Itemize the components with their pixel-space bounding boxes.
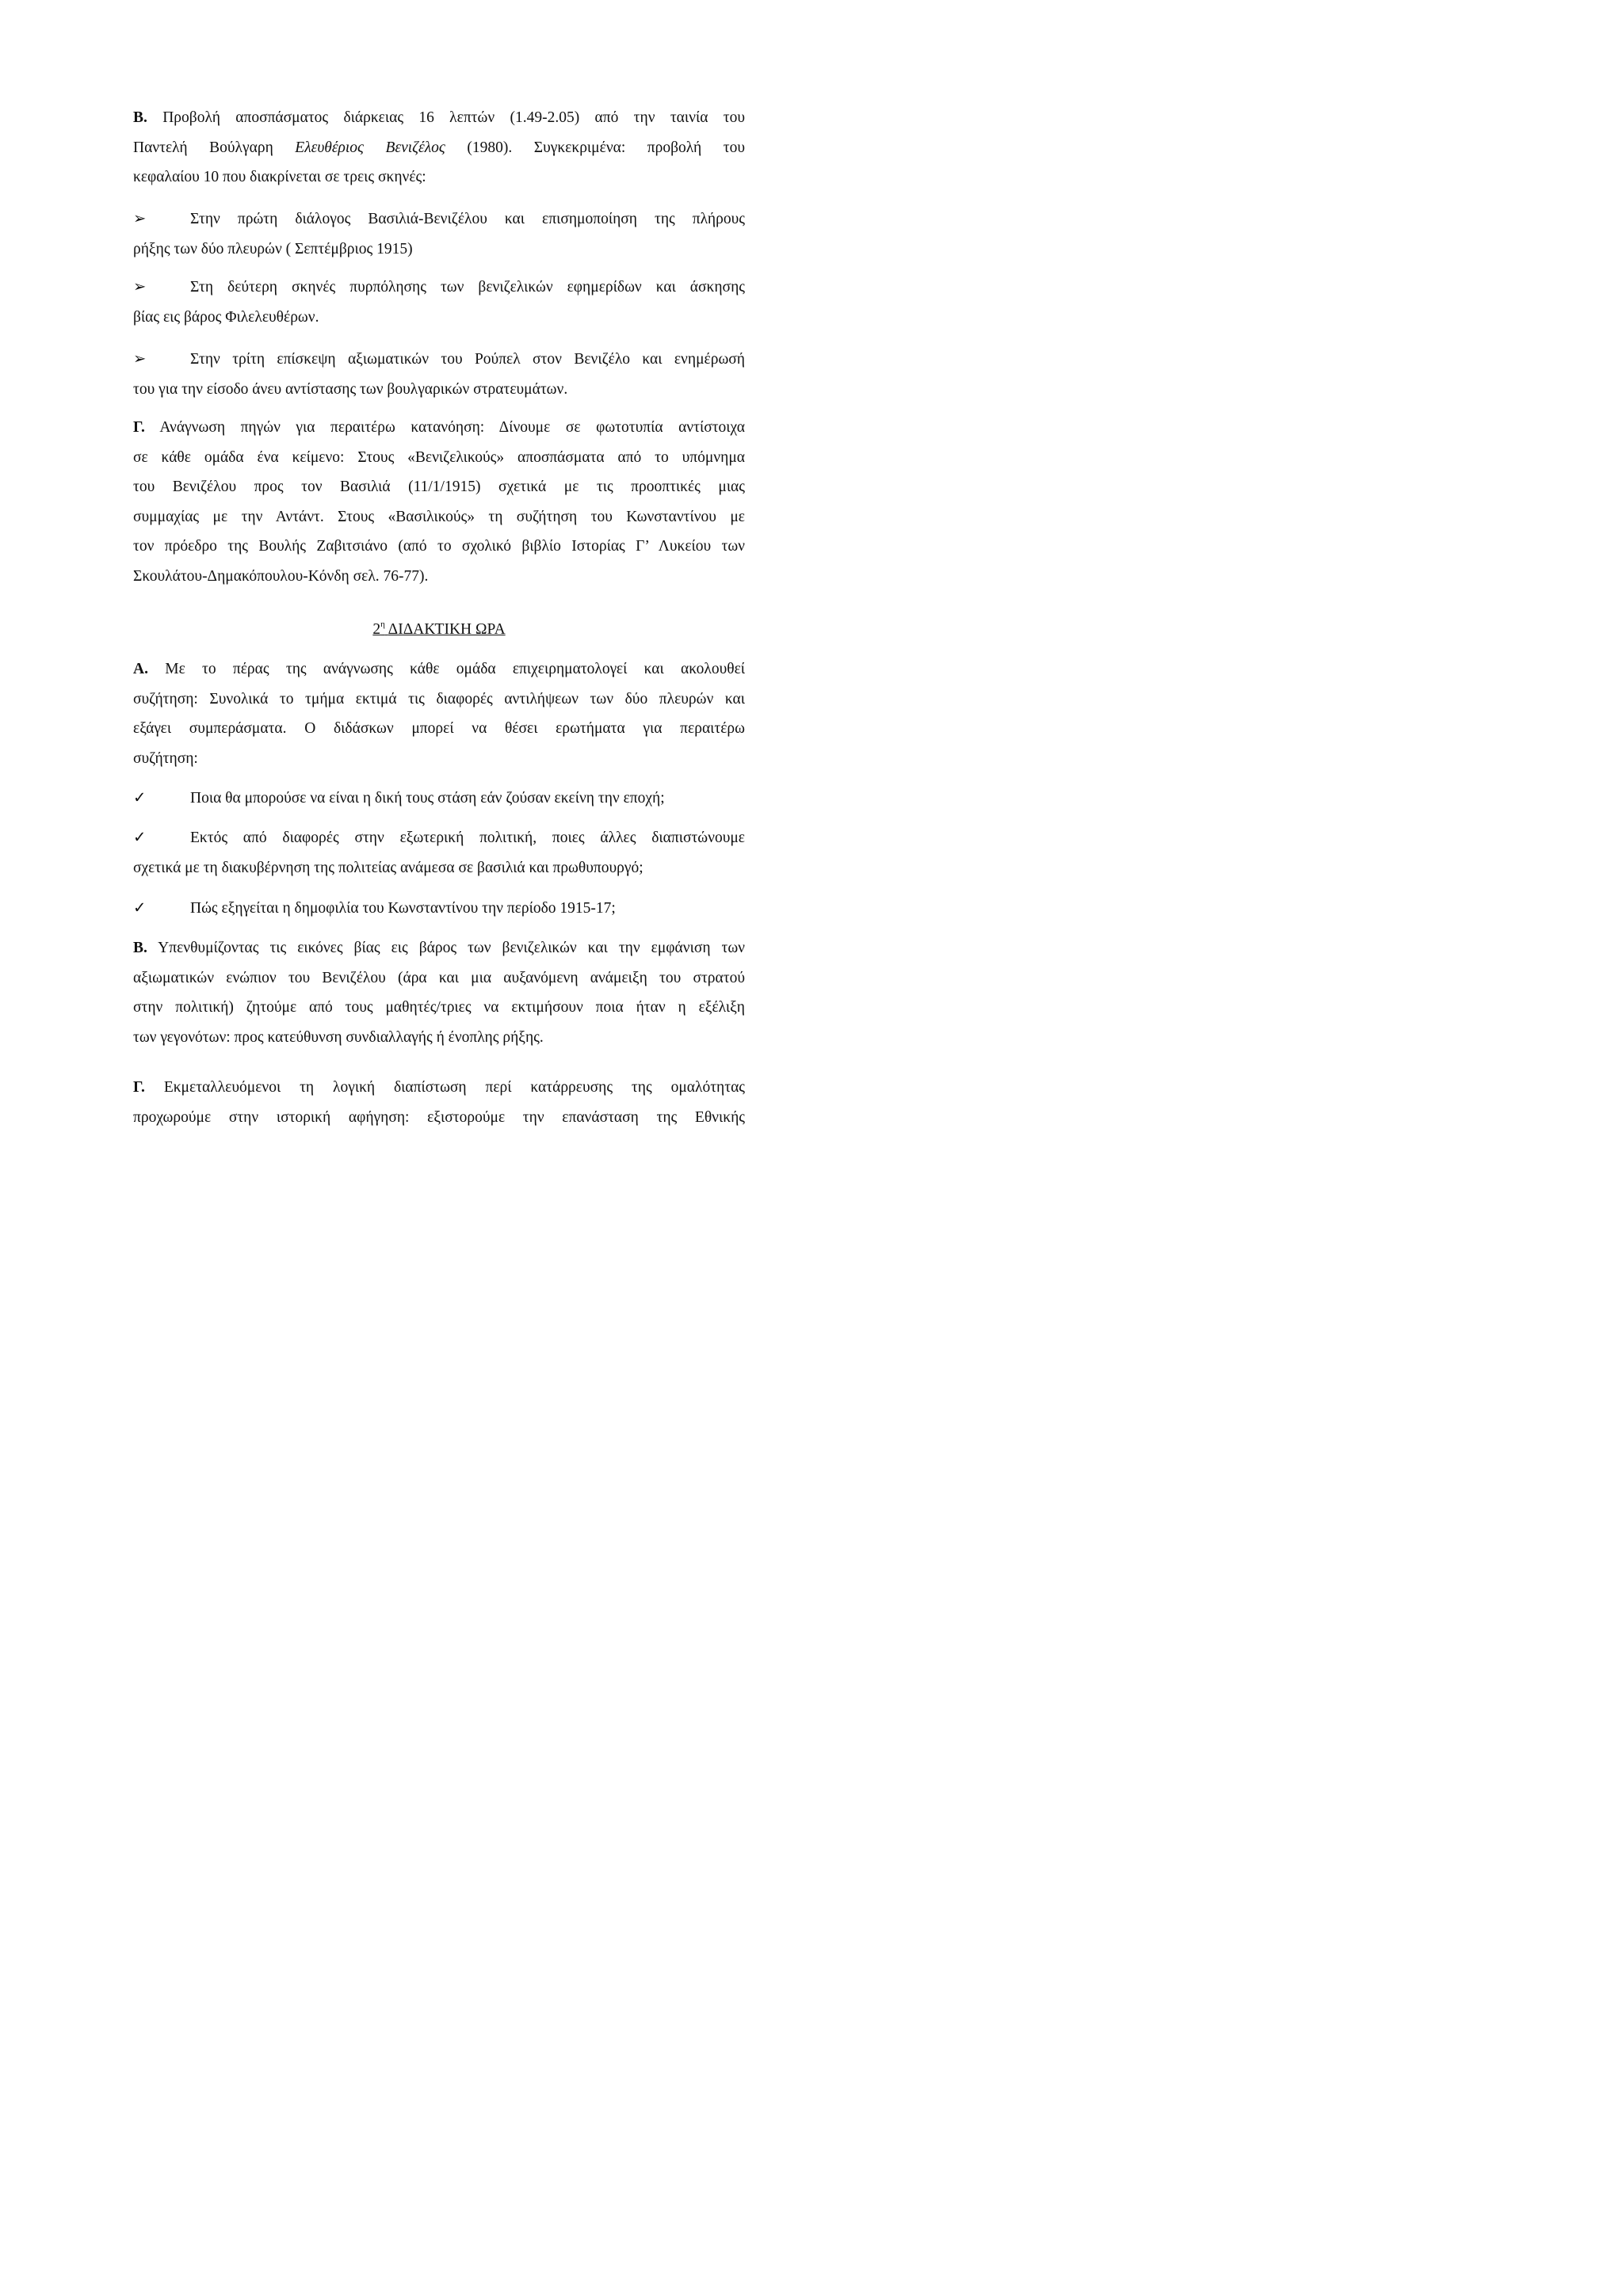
- paragraph-line: εξάγει συμπεράσματα. Ο διδάσκων μπορεί να θέσει ερωτήματα για περαιτέρω: [133, 720, 745, 737]
- bullet-text-continued: του για την είσοδο άνευ αντίστασης των βουλγαρικών στρατευμάτων.: [133, 380, 568, 398]
- paragraph-g-narrative: [133, 1073, 745, 1132]
- paragraph-line: αξιωματικών ενώπιον του Βενιζέλου (άρα και μια αυξανόμενη ανάμειξη του στρατού: [133, 969, 745, 986]
- paragraph-line: Β. Υπενθυμίζοντας τις εικόνες βίας εις βάρος των βενιζελικών και την εμφάνιση των: [133, 940, 746, 956]
- paragraph-g-sources: [133, 413, 745, 591]
- bullet-text-continued: ρήξης των δύο πλευρών ( Σεπτέμβριος 1915): [133, 240, 413, 257]
- bullet-text: Πώς εξηγείται η δημοφιλία του Κωνσταντίνου την περίοδο 1915-17;: [190, 900, 616, 917]
- paragraph-letter: Γ.: [133, 419, 145, 436]
- paragraph-line: του Βενιζέλου προς τον Βασιλιά (11/1/1915) σχετικά με τις προοπτικές μιας: [133, 479, 745, 495]
- arrow-bullet-icon: ➢: [133, 351, 147, 368]
- paragraph-line: σε κάθε ομάδα ένα κείμενο: Στους «Βενιζελικούς» αποσπάσματα από το υπόμνημα: [133, 448, 745, 466]
- paragraph-b-evaluation: [133, 933, 745, 1052]
- paragraph-letter: Β.: [133, 940, 147, 956]
- paragraph-letter: Α.: [133, 661, 148, 677]
- paragraph-line: Γ. Ανάγνωση πηγών για περαιτέρω κατανόηση: Δίνουμε σε φωτοτυπία αντίστοιχα: [133, 419, 745, 436]
- section-heading-text: $2^\eta$ ΔΙΔΑΚΤΙΚΗ ΩΡΑ: [372, 620, 506, 638]
- bullet-text: Εκτός από διαφορές στην εξωτερική πολιτική, ποιες άλλες διαπιστώνουμε: [190, 830, 745, 846]
- checkmark-icon: ✓: [133, 790, 147, 807]
- paragraph-line: στην πολιτική) ζητούμε από τους μαθητές/τριες να εκτιμήσουν ποια ήταν η εξέλιξη: [133, 999, 745, 1016]
- paragraph-line: προχωρούμε στην ιστορική αφήγηση: εξιστορούμε την επανάσταση της Εθνικής: [133, 1108, 745, 1126]
- paragraph-line: κεφαλαίου 10 που διακρίνεται σε τρεις σκηνές:: [133, 169, 426, 185]
- bullet-text: Ποια θα μπορούσε να είναι η δική τους στάση εάν ζούσαν εκείνη την εποχή;: [190, 790, 665, 807]
- arrow-bullet-icon: ➢: [133, 211, 147, 227]
- checkmark-icon: ✓: [133, 830, 147, 846]
- paragraph-line: τον πρόεδρο της Βουλής Ζαβιτσιάνο (από το σχολικό βιβλίο Ιστορίας Γ’ Λυκείου των: [133, 538, 745, 555]
- paragraph-a-discussion: [133, 654, 745, 773]
- section-heading: [133, 615, 745, 645]
- paragraph-line: Α. Με το πέρας της ανάγνωσης κάθε ομάδα επιχειρηματολογεί και ακολουθεί: [133, 661, 745, 677]
- paragraph-line: συζήτηση:: [133, 749, 198, 767]
- bullet-text: Στην πρώτη διάλογος Βασιλιά-Βενιζέλου και επισημοποίηση της πλήρους: [190, 211, 745, 227]
- checkmark-icon: ✓: [133, 900, 147, 917]
- document-page: [0, 0, 876, 1238]
- bullet-text-continued: βίας εις βάρος Φιλελευθέρων.: [133, 308, 319, 326]
- paragraph-line: των γεγονότων: προς κατεύθυνση συνδιαλλαγής ή ένοπλης ρήξης.: [133, 1028, 544, 1046]
- bullet-text: Στην τρίτη επίσκεψη αξιωματικών του Ρούπελ στον Βενιζέλο και ενημέρωσή: [190, 351, 745, 368]
- film-title: Ελευθέριος Βενιζέλος: [295, 139, 445, 156]
- paragraph-line: Γ. Εκμεταλλευόμενοι τη λογική διαπίστωση περί κατάρρευσης της ομαλότητας: [133, 1079, 746, 1096]
- paragraph-line: συζήτηση: Συνολικά το τμήμα εκτιμά τις διαφορές αντιλήψεων των δύο πλευρών και: [133, 690, 745, 707]
- paragraph-line: Β. Προβολή αποσπάσματος διάρκειας 16 λεπτών (1.49-2.05) από την ταινία του: [133, 109, 745, 126]
- arrow-bullet-icon: ➢: [133, 279, 147, 296]
- paragraph-letter: Β.: [133, 109, 147, 126]
- paragraph-line: Σκουλάτου-Δημακόπουλου-Κόνδη σελ. 76-77).: [133, 567, 429, 585]
- paragraph-letter: Γ.: [133, 1079, 145, 1096]
- paragraph-line: συμμαχίας με την Αντάντ. Στους «Βασιλικούς» τη συζήτηση του Κωνσταντίνου με: [133, 508, 745, 525]
- bullet-text: Στη δεύτερη σκηνές πυρπόλησης των βενιζελικών εφημερίδων και άσκησης: [190, 279, 745, 296]
- paragraph-b-film: [133, 103, 745, 193]
- paragraph-line: Παντελή Βούλγαρη Ελευθέριος Βενιζέλος (1980). Συγκεκριμένα: προβολή του: [133, 139, 746, 156]
- bullet-text-continued: σχετικά με τη διακυβέρνηση της πολιτείας ανάμεσα σε βασιλιά και πρωθυπουργό;: [133, 859, 643, 876]
